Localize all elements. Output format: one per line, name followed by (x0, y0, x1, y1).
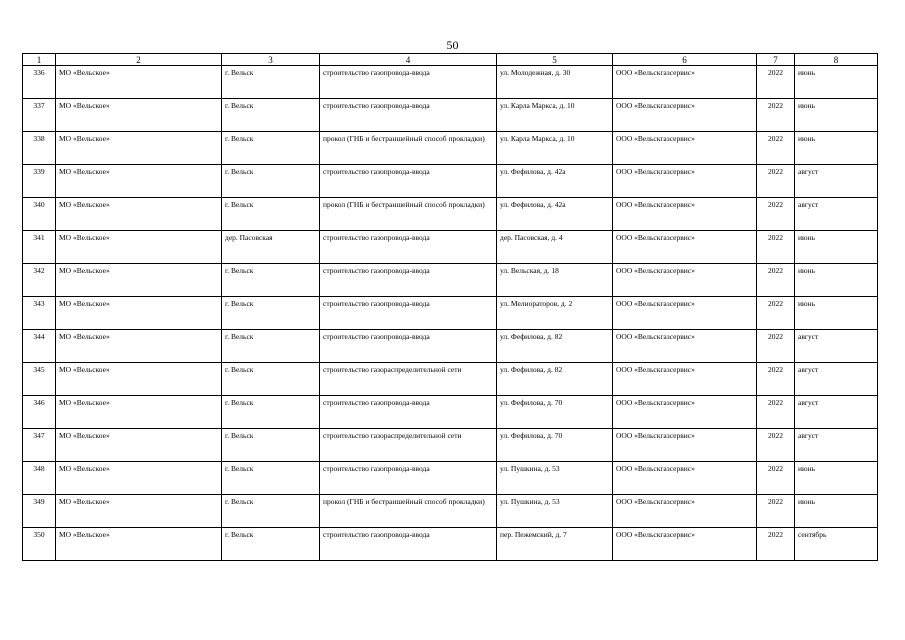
table-row (23, 495, 878, 528)
municipality-cell: МО «Вельское» (56, 462, 222, 495)
row-number-cell: 339 (23, 165, 56, 198)
municipality-cell: МО «Вельское» (56, 429, 222, 462)
organization-cell: ООО «Вельскгазсервис» (613, 99, 757, 132)
work-type-cell: строительство газопровода-ввода (320, 165, 497, 198)
organization-cell: ООО «Вельскгазсервис» (613, 264, 757, 297)
municipality-cell: МО «Вельское» (56, 198, 222, 231)
address-cell: ул. Молодежная, д. 30 (497, 66, 613, 99)
organization-cell: ООО «Вельскгазсервис» (613, 297, 757, 330)
row-number-cell: 345 (23, 363, 56, 396)
organization-cell: ООО «Вельскгазсервис» (613, 495, 757, 528)
table-row (23, 198, 878, 231)
address-cell: ул. Пушкина, д. 53 (497, 462, 613, 495)
address-cell: ул. Фефилова, д. 82 (497, 363, 613, 396)
month-cell: июнь (795, 66, 878, 99)
month-cell: июнь (795, 99, 878, 132)
month-cell: июнь (795, 231, 878, 264)
month-cell: август (795, 396, 878, 429)
organization-cell: ООО «Вельскгазсервис» (613, 396, 757, 429)
row-number-cell: 348 (23, 462, 56, 495)
organization-cell: ООО «Вельскгазсервис» (613, 462, 757, 495)
address-cell: ул. Карла Маркса, д. 10 (497, 99, 613, 132)
work-type-cell: прокол (ГНБ и бестраншейный способ прокладки) (320, 495, 497, 528)
column-header: 3 (222, 54, 320, 66)
municipality-cell: МО «Вельское» (56, 363, 222, 396)
year-cell: 2022 (757, 528, 795, 561)
address-cell: дер. Пасовская, д. 4 (497, 231, 613, 264)
row-number-cell: 349 (23, 495, 56, 528)
row-number-cell: 338 (23, 132, 56, 165)
year-cell: 2022 (757, 330, 795, 363)
address-cell: ул. Карла Маркса, д. 10 (497, 132, 613, 165)
row-number-cell: 347 (23, 429, 56, 462)
locality-cell: г. Вельск (222, 66, 320, 99)
locality-cell: г. Вельск (222, 429, 320, 462)
locality-cell: г. Вельск (222, 462, 320, 495)
row-number-cell: 350 (23, 528, 56, 561)
municipality-cell: МО «Вельское» (56, 297, 222, 330)
month-cell: август (795, 330, 878, 363)
row-number-cell: 336 (23, 66, 56, 99)
work-type-cell: строительство газопровода-ввода (320, 330, 497, 363)
locality-cell: г. Вельск (222, 198, 320, 231)
work-type-cell: строительство газопровода-ввода (320, 528, 497, 561)
locality-cell: г. Вельск (222, 396, 320, 429)
work-type-cell: строительство газопровода-ввода (320, 264, 497, 297)
works-table (22, 53, 878, 561)
municipality-cell: МО «Вельское» (56, 528, 222, 561)
month-cell: август (795, 429, 878, 462)
work-type-cell: строительство газопровода-ввода (320, 462, 497, 495)
address-cell: ул. Мелиораторов, д. 2 (497, 297, 613, 330)
table-row (23, 297, 878, 330)
work-type-cell: строительство газораспределительной сети (320, 429, 497, 462)
locality-cell: г. Вельск (222, 363, 320, 396)
organization-cell: ООО «Вельскгазсервис» (613, 198, 757, 231)
municipality-cell: МО «Вельское» (56, 495, 222, 528)
address-cell: ул. Пушкина, д. 53 (497, 495, 613, 528)
month-cell: август (795, 165, 878, 198)
year-cell: 2022 (757, 396, 795, 429)
organization-cell: ООО «Вельскгазсервис» (613, 528, 757, 561)
municipality-cell: МО «Вельское» (56, 99, 222, 132)
work-type-cell: строительство газораспределительной сети (320, 363, 497, 396)
row-number-cell: 341 (23, 231, 56, 264)
month-cell: август (795, 363, 878, 396)
table-row (23, 66, 878, 99)
table-row (23, 231, 878, 264)
table-row (23, 330, 878, 363)
year-cell: 2022 (757, 495, 795, 528)
address-cell: ул. Фефилова, д. 82 (497, 330, 613, 363)
column-header: 4 (320, 54, 497, 66)
month-cell: июнь (795, 132, 878, 165)
locality-cell: г. Вельск (222, 99, 320, 132)
year-cell: 2022 (757, 165, 795, 198)
column-header: 7 (757, 54, 795, 66)
locality-cell: г. Вельск (222, 132, 320, 165)
organization-cell: ООО «Вельскгазсервис» (613, 363, 757, 396)
year-cell: 2022 (757, 429, 795, 462)
address-cell: ул. Вельская, д. 18 (497, 264, 613, 297)
work-type-cell: прокол (ГНБ и бестраншейный способ прокладки) (320, 132, 497, 165)
municipality-cell: МО «Вельское» (56, 264, 222, 297)
municipality-cell: МО «Вельское» (56, 66, 222, 99)
table-row (23, 429, 878, 462)
locality-cell: г. Вельск (222, 264, 320, 297)
table-row (23, 264, 878, 297)
locality-cell: г. Вельск (222, 528, 320, 561)
locality-cell: дер. Пасовская (222, 231, 320, 264)
municipality-cell: МО «Вельское» (56, 132, 222, 165)
column-header: 1 (23, 54, 56, 66)
month-cell: июнь (795, 264, 878, 297)
page-number: 50 (446, 38, 459, 52)
table-row (23, 165, 878, 198)
organization-cell: ООО «Вельскгазсервис» (613, 132, 757, 165)
address-cell: ул. Фефилова, д. 70 (497, 396, 613, 429)
locality-cell: г. Вельск (222, 165, 320, 198)
year-cell: 2022 (757, 198, 795, 231)
row-number-cell: 343 (23, 297, 56, 330)
work-type-cell: строительство газопровода-ввода (320, 66, 497, 99)
organization-cell: ООО «Вельскгазсервис» (613, 231, 757, 264)
table-row (23, 462, 878, 495)
work-type-cell: строительство газопровода-ввода (320, 99, 497, 132)
work-type-cell: строительство газопровода-ввода (320, 396, 497, 429)
month-cell: июнь (795, 495, 878, 528)
month-cell: июнь (795, 462, 878, 495)
address-cell: ул. Фефилова, д. 70 (497, 429, 613, 462)
table-body (23, 66, 878, 561)
year-cell: 2022 (757, 264, 795, 297)
year-cell: 2022 (757, 297, 795, 330)
municipality-cell: МО «Вельское» (56, 231, 222, 264)
table-row (23, 363, 878, 396)
month-cell: сентябрь (795, 528, 878, 561)
work-type-cell: прокол (ГНБ и бестраншейный способ прокладки) (320, 198, 497, 231)
year-cell: 2022 (757, 462, 795, 495)
column-number-row (23, 54, 878, 66)
row-number-cell: 340 (23, 198, 56, 231)
year-cell: 2022 (757, 99, 795, 132)
column-header: 2 (56, 54, 222, 66)
row-number-cell: 346 (23, 396, 56, 429)
work-type-cell: строительство газопровода-ввода (320, 297, 497, 330)
year-cell: 2022 (757, 231, 795, 264)
year-cell: 2022 (757, 363, 795, 396)
municipality-cell: МО «Вельское» (56, 396, 222, 429)
table-row (23, 396, 878, 429)
year-cell: 2022 (757, 66, 795, 99)
organization-cell: ООО «Вельскгазсервис» (613, 66, 757, 99)
organization-cell: ООО «Вельскгазсервис» (613, 429, 757, 462)
address-cell: ул. Фефилова, д. 42а (497, 165, 613, 198)
column-header: 8 (795, 54, 878, 66)
locality-cell: г. Вельск (222, 297, 320, 330)
work-type-cell: строительство газопровода-ввода (320, 231, 497, 264)
organization-cell: ООО «Вельскгазсервис» (613, 330, 757, 363)
organization-cell: ООО «Вельскгазсервис» (613, 165, 757, 198)
table-row (23, 528, 878, 561)
column-header: 6 (613, 54, 757, 66)
month-cell: август (795, 198, 878, 231)
address-cell: пер. Пежемский, д. 7 (497, 528, 613, 561)
month-cell: июнь (795, 297, 878, 330)
table-row (23, 99, 878, 132)
locality-cell: г. Вельск (222, 495, 320, 528)
row-number-cell: 344 (23, 330, 56, 363)
column-header: 5 (497, 54, 613, 66)
locality-cell: г. Вельск (222, 330, 320, 363)
municipality-cell: МО «Вельское» (56, 330, 222, 363)
row-number-cell: 337 (23, 99, 56, 132)
row-number-cell: 342 (23, 264, 56, 297)
address-cell: ул. Фефилова, д. 42а (497, 198, 613, 231)
year-cell: 2022 (757, 132, 795, 165)
municipality-cell: МО «Вельское» (56, 165, 222, 198)
table-row (23, 132, 878, 165)
